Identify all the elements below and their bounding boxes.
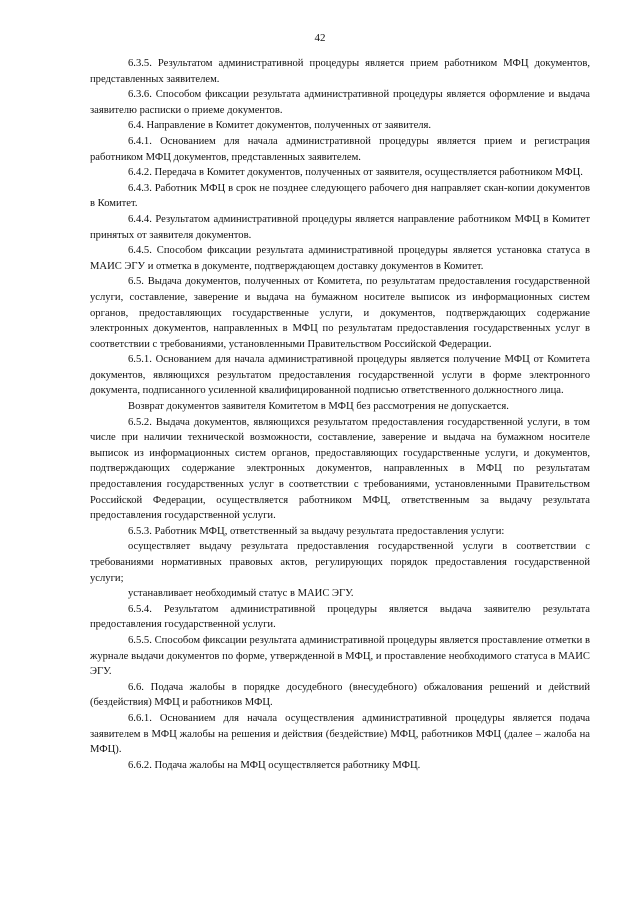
paragraph-6-5-2: 6.5.2. Выдача документов, являющихся результатом предоставления государственной услуги, в том числе при наличии технической возможности, составление, заверение и выдача на бумажном носителе выписок из информационных систем органов, предоставляющих государственные услуги, и документов, подтверждающих содержание электронных документов, направленных в МФЦ по результатам предоставления государственных услуг в соответствии с требованиями, установленными Правительством Российской Федерации, осуществляется работником МФЦ, ответственным за выдачу результата предоставления государственной услуги. bbox=[90, 416, 590, 522]
page-number: 42 bbox=[314, 32, 326, 44]
paragraph-6-5-3-item-2: устанавливает необходимый статус в МАИС ЭГУ. bbox=[128, 588, 354, 600]
paragraph-6-3-5: 6.3.5. Результатом административной процедуры является прием работником МФЦ документов, представленных заявителем. bbox=[90, 58, 590, 85]
paragraph-6-5-4: 6.5.4. Результатом административной процедуры является выдача заявителю результата предоставления государственной услуги. bbox=[90, 603, 590, 631]
document-body bbox=[90, 56, 590, 773]
heading-6-5: 6.5. Выдача документов, полученных от Комитета, по результатам предоставления государственной услуги, составление, заверение и выдача на бумажном носителе выписок из информационных систем органов, предоставляющих государственные услуги, и документов, подтверждающих содержание электронных документов, направленных в МФЦ по результатам предоставления государственных услуг в соответствии с требованиями, установленными Правительством Российской Федерации. bbox=[90, 276, 590, 350]
paragraph-6-5-3: 6.5.3. Работник МФЦ, ответственный за выдачу результата предоставления услуги: bbox=[128, 525, 505, 537]
heading-6-4: 6.4. Направление в Комитет документов, полученных от заявителя. bbox=[128, 120, 432, 132]
paragraph-6-4-4: 6.4.4. Результатом административной процедуры является направление работником МФЦ в Комитет принятых от заявителя документов. bbox=[90, 213, 590, 241]
paragraph-6-3-6: 6.3.6. Способом фиксации результата административной процедуры является оформление и выдача заявителю расписки о приеме документов. bbox=[90, 89, 590, 116]
paragraph-6-4-5: 6.4.5. Способом фиксации результата административной процедуры является установка статуса в МАИС ЭГУ и отметка в документе, подтверждающем доставку документов в Комитет. bbox=[90, 245, 590, 272]
paragraph-6-4-1: 6.4.1. Основанием для начала административной процедуры является прием и регистрация работником МФЦ документов, представленных заявителем. bbox=[90, 135, 590, 163]
paragraph-6-6-1: 6.6.1. Основанием для начала осуществления административной процедуры является подача заявителем в МФЦ жалобы на решения и действия (бездействие) МФЦ, работников МФЦ (далее – жалоба на МФЦ). bbox=[90, 712, 590, 756]
paragraph-6-6-2: 6.6.2. Подача жалобы на МФЦ осуществляется работнику МФЦ. bbox=[128, 759, 421, 771]
paragraph-6-5-3-item-1: осуществляет выдачу результата предоставления государственной услуги в соответствии с требованиями нормативных правовых актов, регулирующих порядок предоставления государственной услуги; bbox=[90, 541, 590, 584]
heading-6-6: 6.6. Подача жалобы в порядке досудебного (внесудебного) обжалования решений и действий (бездействия) МФЦ и работников МФЦ. bbox=[90, 681, 590, 709]
paragraph-6-4-3: 6.4.3. Работник МФЦ в срок не позднее следующего рабочего дня направляет скан-копии документов в Комитет. bbox=[90, 182, 590, 210]
paragraph-6-5-5: 6.5.5. Способом фиксации результата административной процедуры является проставление отметки в журнале выдачи документов по форме, утвержденной в МФЦ, и проставление необходимого статуса в МАИС ЭГУ. bbox=[90, 634, 590, 678]
paragraph-6-5-1: 6.5.1. Основанием для начала административной процедуры является получение МФЦ от Комитета документов, являющихся результатом предоставления государственной услуги в форме электронного документа, подписанного усиленной квалифицированной подписью ответственного должностного лица. bbox=[90, 354, 590, 397]
paragraph-return-note: Возврат документов заявителя Комитетом в МФЦ без рассмотрения не допускается. bbox=[128, 401, 509, 413]
paragraph-6-4-2: 6.4.2. Передача в Комитет документов, полученных от заявителя, осуществляется работником МФЦ. bbox=[128, 167, 583, 179]
